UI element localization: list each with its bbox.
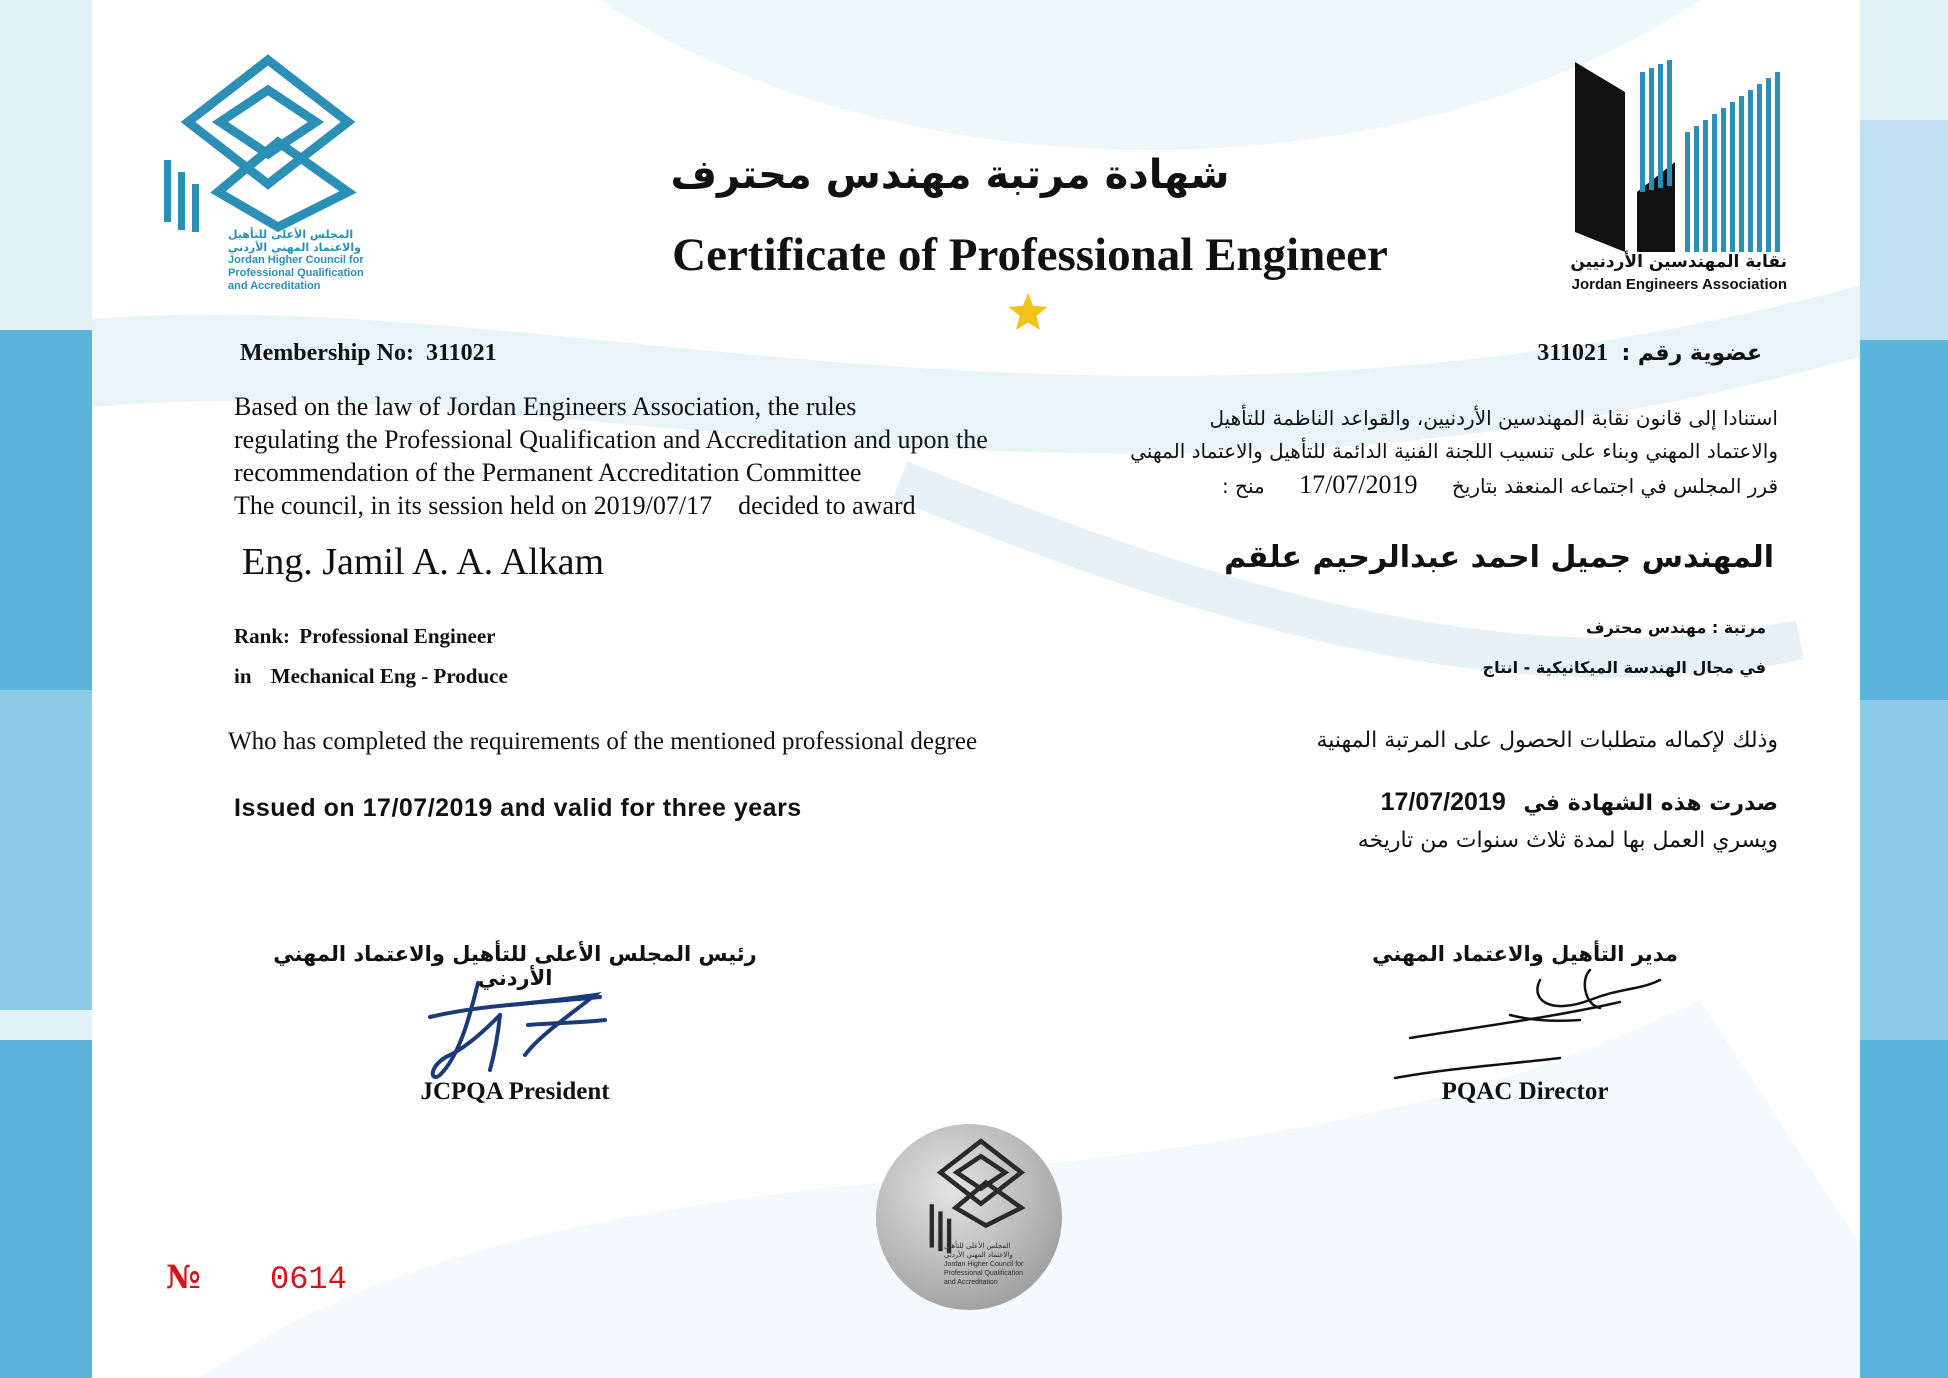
membership-value-en: 311021	[425, 340, 497, 366]
star-icon	[1006, 290, 1050, 334]
issued-label-ar: صدرت هذه الشهادة في	[1523, 791, 1778, 816]
field-value-en: Mechanical Eng - Produce	[270, 664, 508, 688]
preamble-en-line-3: recommendation of the Permanent Accreditation Committee	[234, 458, 862, 487]
preamble-ar-session-date: 17/07/2019	[1299, 470, 1418, 499]
logo-arabic-line-1: المجلس الأعلى للتأهيل	[228, 228, 354, 241]
rank-label-en: Rank:	[234, 624, 291, 648]
rank-english	[234, 624, 495, 649]
membership-label-en: Membership No:	[240, 340, 414, 366]
preamble-arabic	[1040, 402, 1778, 503]
issued-english: Issued on 17/07/2019 and valid for three years	[234, 794, 802, 822]
membership-english	[240, 340, 497, 367]
left-signature	[420, 975, 610, 1085]
field-arabic: في مجال الهندسة الميكانيكية - انتاج	[1482, 658, 1766, 677]
membership-value-ar: 311021	[1537, 340, 1608, 366]
left-signatory-title-english: JCPQA President	[420, 1078, 610, 1105]
preamble-en-line-4: The council, in its session held on 2019/07/17 decided to award	[234, 491, 916, 520]
logo-english-line-3: and Accreditation	[228, 280, 321, 292]
title-arabic: شهادة مرتبة مهندس محترف	[670, 152, 1230, 198]
membership-arabic	[1500, 340, 1762, 367]
completed-arabic: وذلك لإكماله متطلبات الحصول على المرتبة المهنية	[1316, 728, 1778, 753]
rank-value-en: Professional Engineer	[299, 624, 496, 648]
seal-english-line-1: Jordan Higher Council for	[944, 1261, 1024, 1268]
jea-logo-arabic: نقابة المهندسين الأردنيين	[1570, 252, 1787, 272]
preamble-ar-line-3	[1040, 468, 1778, 503]
jhcpqa-logo	[158, 52, 368, 302]
preamble-ar-line-1: استنادا إلى قانون نقابة المهندسين الأردنيين، والقواعد الناظمة للتأهيل	[1209, 406, 1778, 430]
jea-logo	[1565, 52, 1795, 302]
field-english	[234, 664, 508, 689]
seal-arabic-line-1: المجلس الأعلى للتأهيل	[944, 1242, 1011, 1250]
preamble-english	[234, 390, 1094, 522]
seal-english-line-2: Professional Qualification	[944, 1270, 1023, 1277]
jhcpqa-logo-mark	[158, 52, 368, 232]
serial-number	[166, 1258, 347, 1298]
hologram-seal	[876, 1124, 1062, 1310]
completed-english: Who has completed the requirements of the mentioned professional degree	[228, 728, 978, 755]
preamble-ar-session-text: قرر المجلس في اجتماعه المنعقد بتاريخ	[1451, 474, 1778, 498]
preamble-en-line-1: Based on the law of Jordan Engineers Association, the rules	[234, 392, 857, 421]
valid-arabic: ويسري العمل بها لمدة ثلاث سنوات من تاريخه	[1357, 828, 1778, 853]
issued-date-ar: 17/07/2019	[1380, 788, 1506, 816]
left-signatory-title-arabic: رئيس المجلس الأعلى للتأهيل والاعتماد المهني الأردني	[273, 942, 757, 990]
membership-label-ar: عضوية رقم :	[1621, 341, 1762, 366]
preamble-ar-award: منح :	[1221, 474, 1265, 498]
rank-arabic: مرتبة : مهندس محترف	[1585, 618, 1766, 637]
logo-english-line-2: Professional Qualification	[228, 267, 364, 279]
right-signature	[1390, 960, 1670, 1085]
seal-english-line-3: and Accreditation	[944, 1279, 998, 1286]
preamble-en-line-2: regulating the Professional Qualification and Accreditation and upon the	[234, 425, 988, 454]
serial-label: №	[166, 1258, 201, 1296]
field-label-en: in	[234, 664, 252, 688]
jea-logo-english: Jordan Engineers Association	[1571, 276, 1787, 293]
right-signatory-title-english: PQAC Director	[1441, 1078, 1609, 1105]
preamble-ar-line-2: والاعتماد المهني وبناء على تنسيب اللجنة الفنية الدائمة للتأهيل والاعتماد المهني	[1130, 439, 1778, 463]
logo-arabic-line-2: والاعتماد المهني الأردني	[228, 241, 361, 254]
serial-value: 0614	[269, 1261, 347, 1298]
right-signatory-title-arabic: مدير التأهيل والاعتماد المهني	[1372, 942, 1678, 966]
recipient-name-english: Eng. Jamil A. A. Alkam	[242, 541, 605, 583]
seal-arabic-line-2: والاعتماد المهني الأردني	[944, 1251, 1013, 1259]
logo-english-line-1: Jordan Higher Council for	[228, 254, 364, 266]
jea-logo-mark	[1565, 52, 1795, 252]
title-english: Certificate of Professional Engineer	[672, 229, 1388, 281]
recipient-name-arabic: المهندس جميل احمد عبدالرحيم علقم	[1224, 540, 1774, 575]
issued-arabic	[1300, 788, 1778, 817]
